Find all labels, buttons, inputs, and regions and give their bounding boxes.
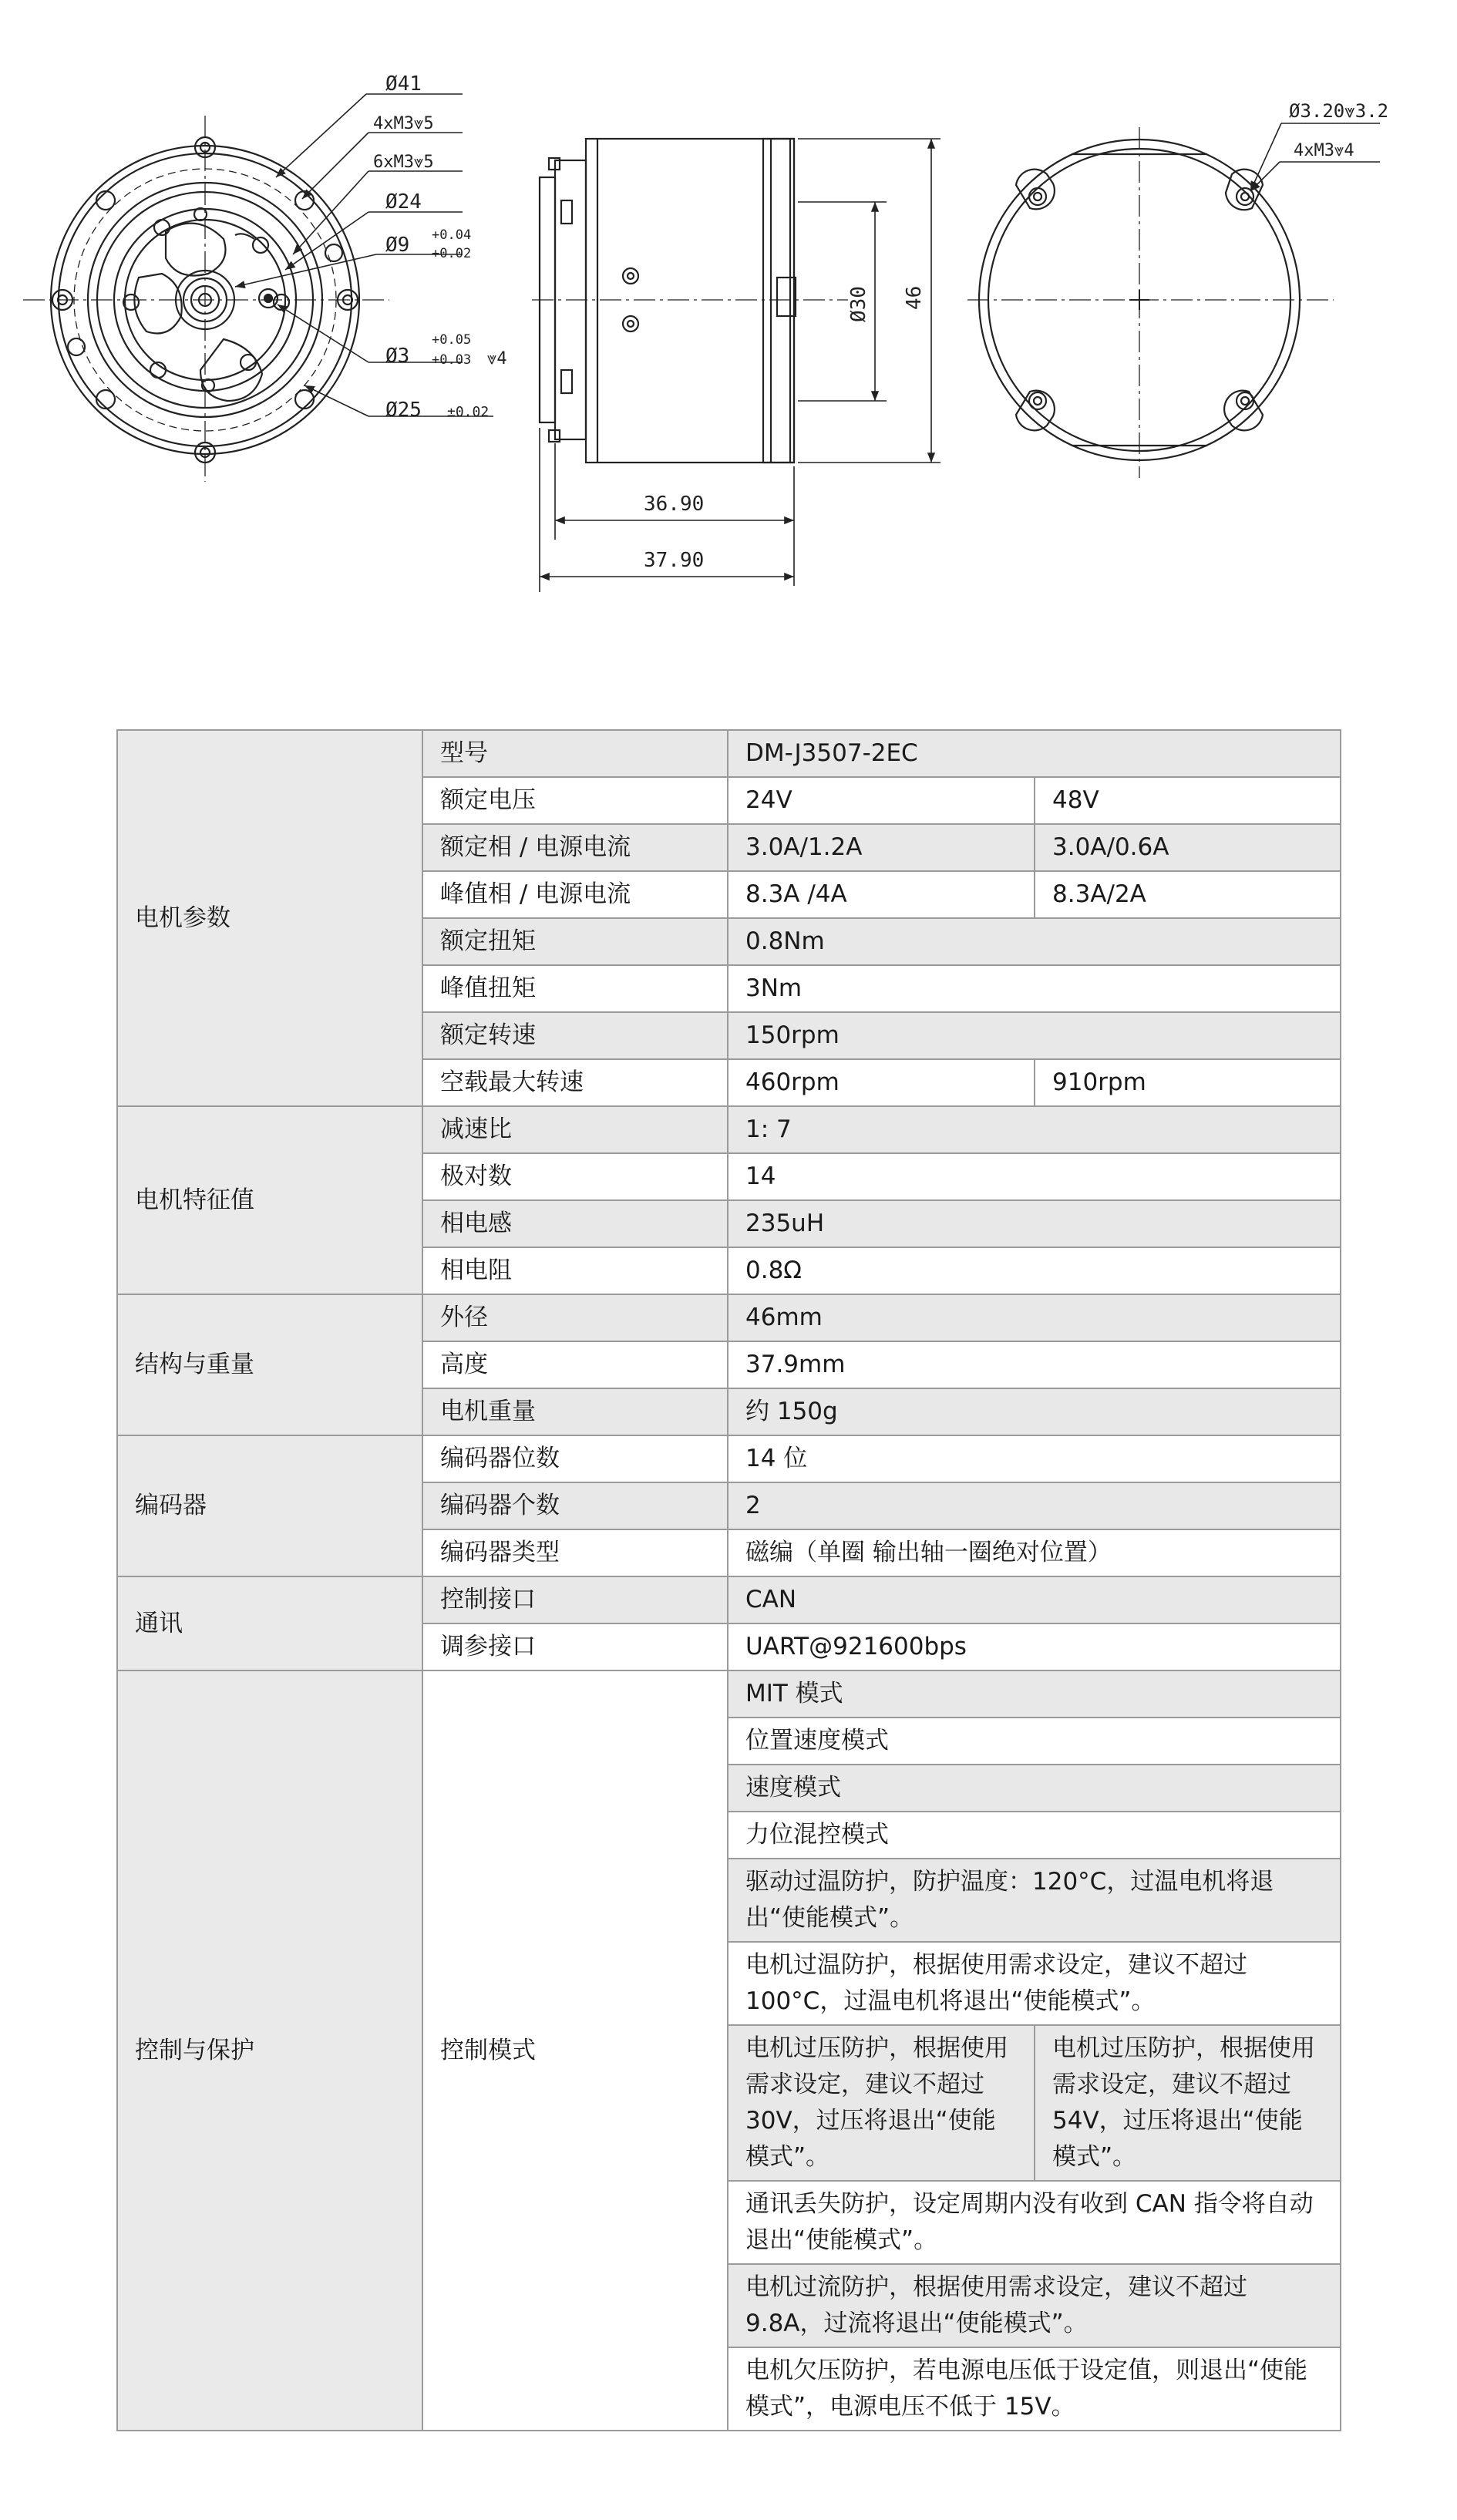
dim-dia-30: Ø30 (847, 286, 870, 322)
dim-dia-3-depth: ⩔4 (487, 349, 507, 368)
table-row (117, 1106, 1341, 1153)
value-cell: 24V (728, 777, 1035, 824)
value-cell: 3.0A/1.2A (728, 824, 1035, 871)
dim-length-36-90: 36.90 (644, 493, 705, 516)
param-cell: 相电感 (422, 1200, 728, 1247)
value-cell: 速度模式 (728, 1765, 1341, 1812)
param-cell: 控制模式 (422, 1670, 728, 2431)
technical-drawing (0, 0, 1457, 617)
value-cell: 3Nm (728, 965, 1341, 1012)
param-cell: 额定转速 (422, 1012, 728, 1059)
param-cell: 空载最大转速 (422, 1059, 728, 1106)
value-cell: 电机过压防护，根据使用需求设定，建议不超过 54V，过压将退出“使能模式”。 (1035, 2025, 1341, 2181)
value-cell: 电机过流防护，根据使用需求设定，建议不超过 9.8A，过流将退出“使能模式”。 (728, 2264, 1341, 2347)
param-cell: 外径 (422, 1294, 728, 1341)
value-cell: 46mm (728, 1294, 1341, 1341)
param-cell: 编码器个数 (422, 1482, 728, 1529)
category-cell: 电机参数 (117, 730, 422, 1106)
table-row (117, 1576, 1341, 1623)
param-cell: 极对数 (422, 1153, 728, 1200)
value-cell: 3.0A/0.6A (1035, 824, 1341, 871)
front-view (23, 116, 389, 482)
param-cell: 额定电压 (422, 777, 728, 824)
param-cell: 额定相 / 电源电流 (422, 824, 728, 871)
dim-height-46: 46 (903, 285, 926, 310)
table-row (117, 1294, 1341, 1341)
category-cell: 通讯 (117, 1576, 422, 1670)
value-cell: 48V (1035, 777, 1341, 824)
value-cell: 910rpm (1035, 1059, 1341, 1106)
value-cell: 14 位 (728, 1435, 1341, 1482)
value-cell: 驱动过温防护，防护温度：120°C，过温电机将退出“使能模式”。 (728, 1859, 1341, 1942)
param-cell: 型号 (422, 730, 728, 777)
value-cell: 0.8Nm (728, 918, 1341, 965)
dim-dia-25: Ø25 (385, 399, 422, 422)
spec-table-body (117, 730, 1341, 2431)
value-cell: 2 (728, 1482, 1341, 1529)
value-cell: 0.8Ω (728, 1247, 1341, 1294)
value-cell: 位置速度模式 (728, 1718, 1341, 1765)
dim-dia-9-tol-upper: +0.04 (432, 227, 472, 243)
table-row (117, 730, 1341, 777)
category-cell: 编码器 (117, 1435, 422, 1576)
back-view (967, 127, 1334, 478)
param-cell: 编码器类型 (422, 1529, 728, 1576)
dim-length-37-90: 37.90 (644, 549, 705, 572)
dim-4x-m3: 4xM3⩔5 (373, 114, 434, 133)
param-cell: 编码器位数 (422, 1435, 728, 1482)
side-view (532, 139, 848, 463)
param-cell: 电机重量 (422, 1388, 728, 1435)
value-cell: 235uH (728, 1200, 1341, 1247)
param-cell: 减速比 (422, 1106, 728, 1153)
value-cell: MIT 模式 (728, 1670, 1341, 1718)
category-cell: 结构与重量 (117, 1294, 422, 1435)
value-cell: 14 (728, 1153, 1341, 1200)
value-cell: CAN (728, 1576, 1341, 1623)
dim-dia-3-tol-lower: +0.03 (432, 352, 472, 368)
dim-dia-9: Ø9 (385, 234, 410, 257)
value-cell: DM-J3507-2EC (728, 730, 1341, 777)
param-cell: 峰值相 / 电源电流 (422, 871, 728, 918)
param-cell: 相电阻 (422, 1247, 728, 1294)
dim-dia-3: Ø3 (385, 345, 410, 368)
value-cell: UART@921600bps (728, 1623, 1341, 1670)
value-cell: 通讯丢失防护，设定周期内没有收到 CAN 指令将自动退出“使能模式”。 (728, 2181, 1341, 2264)
value-cell: 电机过温防护，根据使用需求设定，建议不超过 100°C，过温电机将退出“使能模式”。 (728, 1942, 1341, 2025)
dim-back-dia-3-20: Ø3.20⩔3.2 (1289, 100, 1389, 122)
param-cell: 额定扭矩 (422, 918, 728, 965)
dim-dia-9-tol-lower: +0.02 (432, 246, 472, 261)
value-cell: 37.9mm (728, 1341, 1341, 1388)
value-cell: 电机过压防护，根据使用需求设定，建议不超过 30V，过压将退出“使能模式”。 (728, 2025, 1035, 2181)
category-cell: 电机特征值 (117, 1106, 422, 1294)
dim-dia-41: Ø41 (385, 72, 422, 96)
dim-back-4x-m3: 4xM3⩔4 (1294, 141, 1354, 160)
dim-dia-25-tol: ±0.02 (447, 404, 490, 420)
param-cell: 高度 (422, 1341, 728, 1388)
value-cell: 460rpm (728, 1059, 1035, 1106)
value-cell: 8.3A/2A (1035, 871, 1341, 918)
value-cell: 1: 7 (728, 1106, 1341, 1153)
value-cell: 力位混控模式 (728, 1812, 1341, 1859)
param-cell: 调参接口 (422, 1623, 728, 1670)
param-cell: 峰值扭矩 (422, 965, 728, 1012)
param-cell: 控制接口 (422, 1576, 728, 1623)
value-cell: 电机欠压防护，若电源电压低于设定值，则退出“使能模式”，电源电压不低于 15V。 (728, 2347, 1341, 2431)
dim-6x-m3: 6xM3⩔5 (373, 153, 434, 172)
dim-dia-24: Ø24 (385, 190, 422, 214)
value-cell: 8.3A /4A (728, 871, 1035, 918)
value-cell: 150rpm (728, 1012, 1341, 1059)
spec-table (116, 729, 1341, 2431)
dim-dia-3-tol-upper: +0.05 (432, 332, 472, 348)
table-row (117, 1435, 1341, 1482)
table-row (117, 1670, 1341, 1718)
value-cell: 约 150g (728, 1388, 1341, 1435)
category-cell: 控制与保护 (117, 1670, 422, 2431)
value-cell: 磁编（单圈 输出轴一圈绝对位置） (728, 1529, 1341, 1576)
